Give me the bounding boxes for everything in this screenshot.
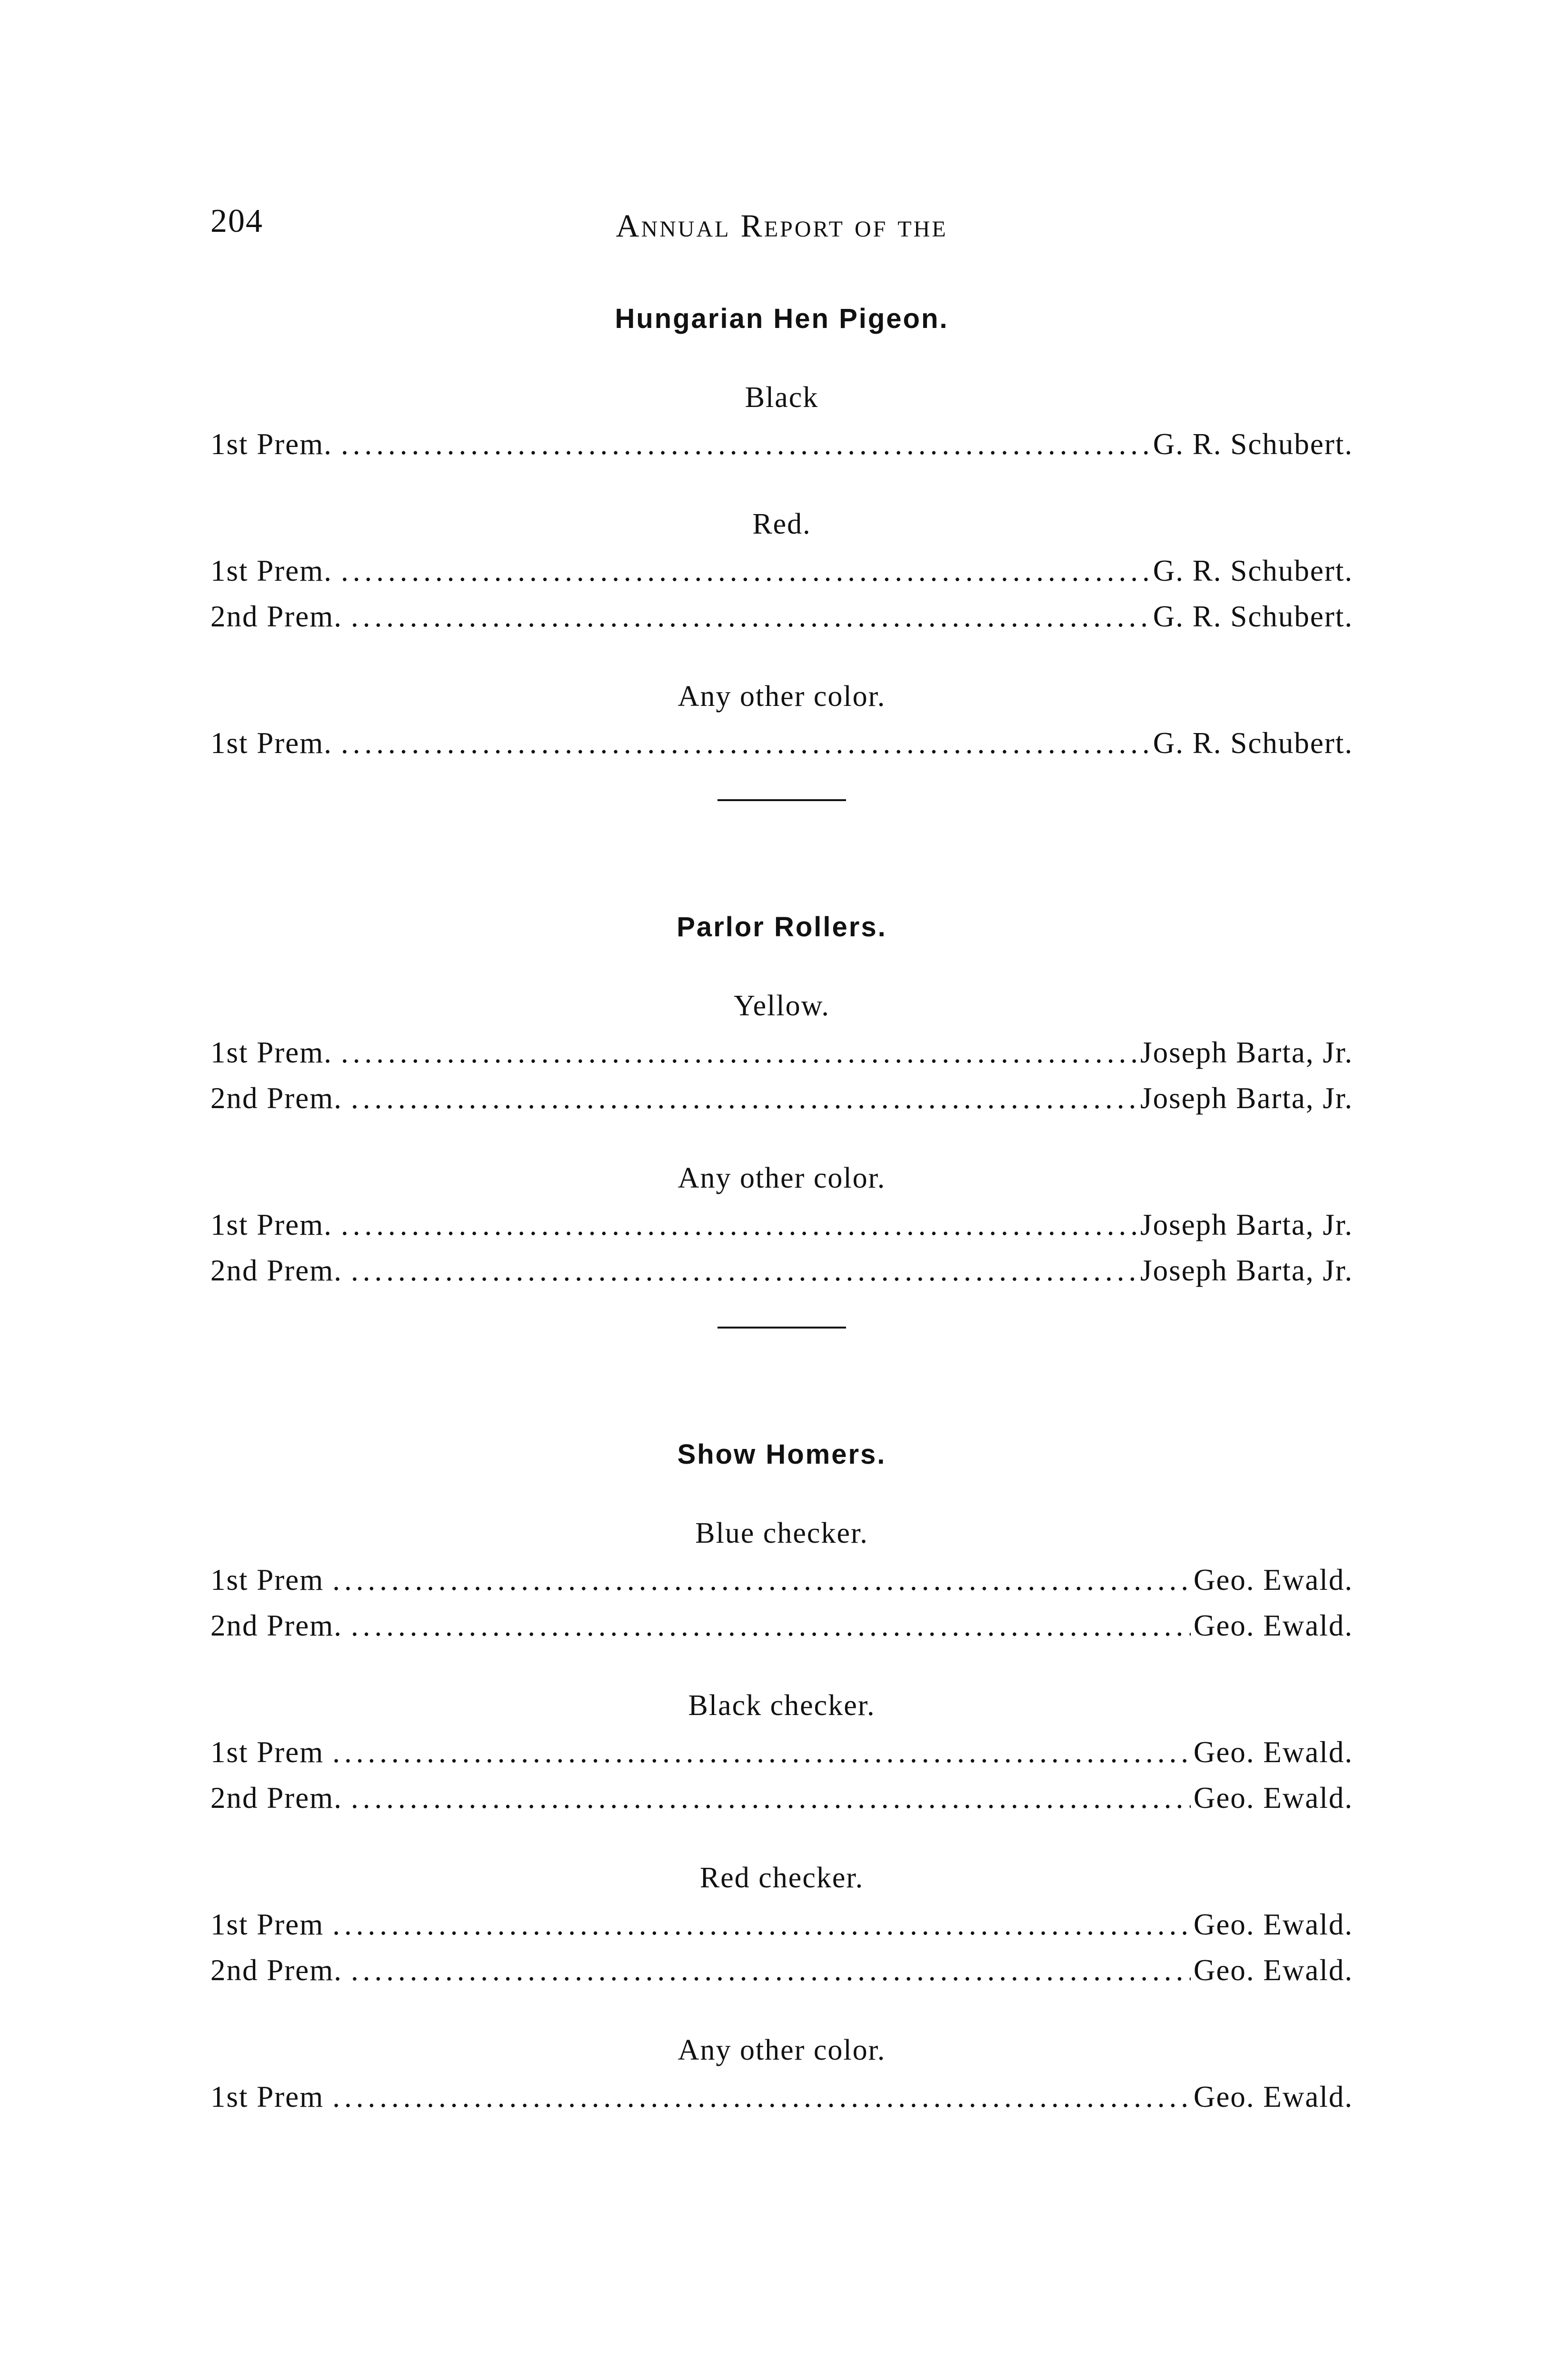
color-category (210, 673, 1353, 766)
dot-leader (351, 1947, 1191, 1993)
award-section (210, 903, 1353, 1293)
winner-name: Joseph Barta, Jr. (1140, 1036, 1353, 1069)
winner-name: Geo. Ewald. (1193, 1954, 1353, 1987)
prize-label: 1st Prem (210, 2080, 324, 2113)
category-title: Red checker. (699, 1862, 864, 1894)
section-divider (717, 799, 846, 801)
winner-name: Geo. Ewald. (1193, 1908, 1353, 1941)
category-title: Any other color. (677, 680, 886, 713)
category-title: Any other color. (677, 1162, 886, 1194)
category-title: Black (745, 381, 819, 414)
winner-name: Joseph Barta, Jr. (1140, 1208, 1353, 1241)
color-category (210, 1854, 1353, 1993)
dot-leader (351, 1775, 1191, 1821)
award-section (210, 295, 1353, 766)
winner-name: G. R. Schubert. (1153, 600, 1353, 633)
award-entry (210, 1030, 1353, 1075)
category-title: Black checker. (688, 1689, 876, 1722)
running-title: Annual Report of the (616, 208, 948, 244)
award-entry (210, 1075, 1353, 1121)
prize-label: 1st Prem. (210, 1036, 333, 1069)
section-title: Parlor Rollers. (677, 912, 887, 942)
winner-name: Geo. Ewald. (1193, 1609, 1353, 1642)
award-entry (210, 1603, 1353, 1648)
prize-label: 1st Prem (210, 1735, 324, 1769)
dot-leader (351, 1075, 1137, 1121)
category-title: Yellow. (734, 990, 830, 1022)
award-entry (210, 594, 1353, 639)
color-category (210, 1682, 1353, 1821)
award-entry (210, 1557, 1353, 1603)
dot-leader (332, 1557, 1191, 1603)
color-category (210, 1154, 1353, 1293)
prize-label: 2nd Prem. (210, 1254, 342, 1287)
prize-label: 2nd Prem. (210, 1609, 342, 1642)
page-header (210, 202, 1353, 250)
prize-label: 1st Prem. (210, 726, 333, 760)
award-entry (210, 548, 1353, 594)
dot-leader (351, 594, 1150, 639)
dot-leader (341, 548, 1150, 594)
category-title: Blue checker. (695, 1517, 868, 1549)
winner-name: Geo. Ewald. (1193, 1735, 1353, 1769)
winner-name: G. R. Schubert. (1153, 726, 1353, 760)
dot-leader (341, 720, 1150, 766)
award-section (210, 1431, 1353, 2120)
award-entry (210, 1775, 1353, 1821)
page-content (210, 295, 1353, 2153)
section-divider (717, 1327, 846, 1329)
award-entry (210, 1248, 1353, 1293)
prize-label: 1st Prem (210, 1563, 324, 1597)
winner-name: Geo. Ewald. (1193, 2080, 1353, 2113)
award-entry (210, 2074, 1353, 2120)
color-category (210, 982, 1353, 1121)
prize-label: 1st Prem. (210, 1208, 333, 1241)
award-entry (210, 1902, 1353, 1947)
prize-label: 2nd Prem. (210, 1954, 342, 1987)
prize-label: 1st Prem. (210, 554, 333, 587)
prize-label: 1st Prem (210, 1908, 324, 1941)
color-category (210, 374, 1353, 467)
award-entry (210, 1202, 1353, 1248)
winner-name: Geo. Ewald. (1193, 1781, 1353, 1815)
dot-leader (351, 1603, 1191, 1648)
winner-name: Geo. Ewald. (1193, 1563, 1353, 1597)
section-title: Hungarian Hen Pigeon. (615, 303, 949, 334)
color-category (210, 500, 1353, 639)
dot-leader (341, 421, 1150, 467)
dot-leader (332, 1902, 1191, 1947)
prize-label: 2nd Prem. (210, 1081, 342, 1115)
winner-name: G. R. Schubert. (1153, 427, 1353, 461)
award-entry (210, 720, 1353, 766)
award-entry (210, 1947, 1353, 1993)
dot-leader (332, 2074, 1191, 2120)
page-number: 204 (210, 203, 263, 239)
prize-label: 2nd Prem. (210, 1781, 342, 1815)
prize-label: 2nd Prem. (210, 600, 342, 633)
color-category (210, 2026, 1353, 2120)
prize-label: 1st Prem. (210, 427, 333, 461)
dot-leader (351, 1248, 1137, 1293)
dot-leader (341, 1030, 1137, 1075)
award-entry (210, 1729, 1353, 1775)
color-category (210, 1509, 1353, 1648)
dot-leader (341, 1202, 1137, 1248)
winner-name: Joseph Barta, Jr. (1140, 1081, 1353, 1115)
winner-name: G. R. Schubert. (1153, 554, 1353, 587)
section-title: Show Homers. (677, 1439, 887, 1470)
winner-name: Joseph Barta, Jr. (1140, 1254, 1353, 1287)
category-title: Any other color. (677, 2034, 886, 2066)
category-title: Red. (752, 508, 811, 540)
award-entry (210, 421, 1353, 467)
dot-leader (332, 1729, 1191, 1775)
